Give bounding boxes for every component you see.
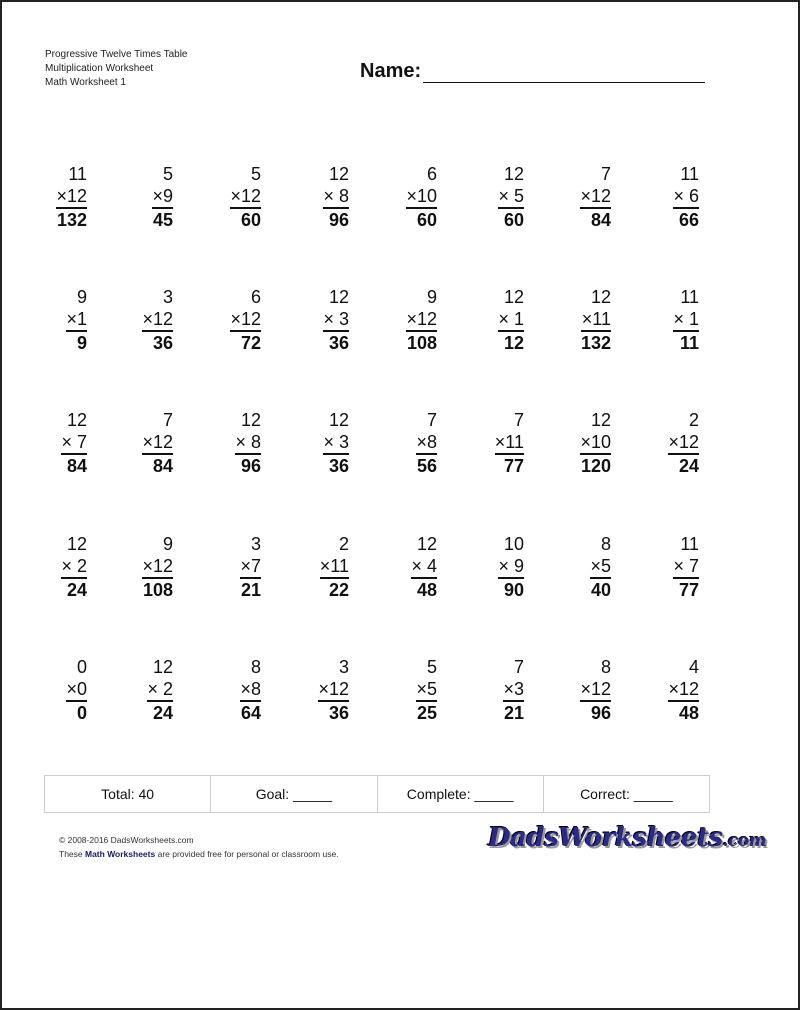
total-cell: Total: 40 [45, 776, 211, 812]
problem-answer: 96 [580, 700, 611, 724]
problem-multiplier: ×9 [152, 186, 173, 206]
problem [411, 533, 437, 601]
problem-multiplier: ×5 [590, 556, 611, 576]
problem-multiplicand: 5 [162, 164, 173, 184]
header-worksheet-number: Math Worksheet 1 [45, 77, 126, 88]
problem-multiplicand: 12 [416, 534, 437, 554]
problem-multiplier: ×11 [581, 309, 611, 329]
problem-answer: 36 [323, 453, 349, 477]
problem-multiplier: ×12 [318, 679, 349, 699]
problem-multiplicand: 11 [68, 164, 87, 184]
problem-multiplier: × 7 [61, 432, 87, 452]
problem-multiplier: ×10 [580, 432, 611, 452]
problem [320, 533, 349, 601]
footer-note [59, 847, 339, 861]
problem [498, 286, 524, 354]
problem-answer: 48 [668, 700, 699, 724]
problem-multiplicand: 12 [152, 657, 173, 677]
problem-answer: 108 [406, 330, 437, 354]
problem-answer: 84 [580, 207, 611, 231]
footer [59, 833, 339, 861]
problem-multiplier: ×12 [406, 309, 437, 329]
problem-multiplicand: 4 [688, 657, 699, 677]
problem-multiplier: × 6 [673, 186, 699, 206]
problem-multiplier: ×12 [668, 679, 699, 699]
problem-answer: 24 [147, 700, 173, 724]
problem-multiplicand: 12 [590, 410, 611, 430]
problem [235, 409, 261, 477]
problem-multiplier: ×8 [416, 432, 437, 452]
problem-multiplier: ×12 [142, 309, 173, 329]
problem-multiplier: ×11 [319, 556, 349, 576]
problem [668, 409, 699, 477]
problem-multiplier: ×8 [240, 679, 261, 699]
problem-answer: 120 [580, 453, 611, 477]
problem-answer: 77 [673, 577, 699, 601]
name-blank-line[interactable] [423, 64, 705, 83]
goal-cell[interactable]: Goal: _____ [211, 776, 377, 812]
worksheet-header [45, 48, 187, 90]
problem [590, 533, 611, 601]
problem-multiplicand: 7 [426, 410, 437, 430]
problem-multiplicand: 9 [162, 534, 173, 554]
problem [503, 656, 524, 724]
header-subtitle: Multiplication Worksheet [45, 63, 154, 74]
problem-answer: 24 [668, 453, 699, 477]
problem-answer: 132 [581, 330, 611, 354]
problem-answer: 12 [498, 330, 524, 354]
problem [580, 656, 611, 724]
problem-multiplicand: 7 [162, 410, 173, 430]
problem-multiplier: × 2 [147, 679, 173, 699]
problem [581, 286, 611, 354]
logo-main: DadsWorksheets [488, 823, 723, 853]
problem-answer: 132 [56, 207, 87, 231]
problem-multiplier: ×5 [416, 679, 437, 699]
problem-multiplicand: 12 [328, 287, 349, 307]
problem-answer: 40 [590, 577, 611, 601]
problem-multiplicand: 8 [250, 657, 261, 677]
problem-multiplicand: 3 [250, 534, 261, 554]
problem-multiplier: × 9 [498, 556, 524, 576]
problem-multiplier: ×7 [240, 556, 261, 576]
problem-multiplicand: 5 [250, 164, 261, 184]
score-summary [44, 775, 710, 813]
footer-note-post: are provided free for personal or classroom use. [155, 849, 339, 859]
problem-multiplier: × 2 [61, 556, 87, 576]
problem [66, 656, 87, 724]
problem-multiplicand: 3 [338, 657, 349, 677]
problem-answer: 36 [318, 700, 349, 724]
problem-multiplicand: 12 [503, 164, 524, 184]
problem [323, 163, 349, 231]
problem [673, 533, 699, 601]
problem-multiplier: ×10 [406, 186, 437, 206]
problem-answer: 64 [240, 700, 261, 724]
problem [152, 163, 173, 231]
problem-answer: 45 [152, 207, 173, 231]
problem [323, 409, 349, 477]
problem [66, 286, 87, 354]
problem-answer: 60 [498, 207, 524, 231]
problem-answer: 84 [142, 453, 173, 477]
problem-answer: 24 [61, 577, 87, 601]
problem-answer: 60 [230, 207, 261, 231]
problem-answer: 60 [406, 207, 437, 231]
problem [240, 533, 261, 601]
problem [495, 409, 524, 477]
problem [318, 656, 349, 724]
problem-multiplicand: 3 [162, 287, 173, 307]
problem [406, 286, 437, 354]
name-field[interactable] [360, 60, 705, 83]
problem-multiplicand: 11 [680, 287, 699, 307]
problem-multiplicand: 12 [503, 287, 524, 307]
problem [498, 533, 524, 601]
problem-multiplicand: 11 [680, 534, 699, 554]
problem-answer: 36 [142, 330, 173, 354]
problem-answer: 66 [673, 207, 699, 231]
problem-multiplier: ×12 [668, 432, 699, 452]
problem [416, 409, 437, 477]
problem-answer: 21 [240, 577, 261, 601]
problem [580, 163, 611, 231]
math-worksheets-link[interactable]: Math Worksheets [85, 849, 156, 859]
problem-answer: 11 [673, 330, 699, 354]
problem [668, 656, 699, 724]
complete-cell[interactable]: Complete: _____ [378, 776, 544, 812]
problem-multiplier: ×11 [494, 432, 524, 452]
problem-answer: 77 [495, 453, 524, 477]
problem-answer: 90 [498, 577, 524, 601]
problem [406, 163, 437, 231]
problem-multiplicand: 9 [426, 287, 437, 307]
problem-multiplicand: 2 [338, 534, 349, 554]
problem-answer: 25 [416, 700, 437, 724]
problem-multiplier: ×12 [580, 186, 611, 206]
footer-note-pre: These [59, 849, 85, 859]
dadsworksheets-logo [488, 823, 766, 853]
problem [240, 656, 261, 724]
problem [673, 163, 699, 231]
problem [498, 163, 524, 231]
problem-answer: 56 [416, 453, 437, 477]
problem [142, 533, 173, 601]
problem-multiplier: ×0 [66, 679, 87, 699]
problem [323, 286, 349, 354]
problem-multiplicand: 7 [513, 410, 524, 430]
problem-answer: 48 [411, 577, 437, 601]
problem-multiplicand: 2 [688, 410, 699, 430]
problem-answer: 22 [320, 577, 349, 601]
problem-multiplier: ×12 [230, 186, 261, 206]
problem-multiplier: × 8 [235, 432, 261, 452]
logo-suffix: .com [722, 831, 767, 851]
problem-multiplicand: 12 [66, 534, 87, 554]
problem-answer: 9 [66, 330, 87, 354]
problem-multiplier: × 1 [673, 309, 699, 329]
problem-multiplier: ×1 [66, 309, 87, 329]
problem-multiplicand: 7 [513, 657, 524, 677]
correct-cell[interactable]: Correct: _____ [580, 786, 673, 802]
problem-answer: 0 [66, 700, 87, 724]
copyright: © 2008-2016 DadsWorksheets.com [59, 835, 194, 845]
problem [147, 656, 173, 724]
problem [230, 163, 261, 231]
problem-multiplicand: 5 [426, 657, 437, 677]
problem [230, 286, 261, 354]
problem-answer: 96 [235, 453, 261, 477]
problem-multiplicand: 6 [426, 164, 437, 184]
problem-multiplier: ×12 [142, 556, 173, 576]
problem-answer: 84 [61, 453, 87, 477]
problem [61, 409, 87, 477]
problem-answer: 36 [323, 330, 349, 354]
problem-multiplicand: 8 [600, 657, 611, 677]
problem-multiplicand: 7 [600, 164, 611, 184]
header-title: Progressive Twelve Times Table [45, 49, 188, 60]
problem-multiplicand: 9 [76, 287, 87, 307]
problem-multiplier: ×12 [580, 679, 611, 699]
name-label: Name: [360, 60, 422, 82]
problem-multiplier: × 3 [323, 309, 349, 329]
problem [142, 286, 173, 354]
problem [142, 409, 173, 477]
problem [673, 286, 699, 354]
problem-answer: 108 [142, 577, 173, 601]
problem-multiplicand: 12 [328, 164, 349, 184]
problem-multiplier: × 8 [323, 186, 349, 206]
problem-multiplicand: 10 [503, 534, 524, 554]
problem [416, 656, 437, 724]
problem-multiplicand: 8 [600, 534, 611, 554]
problem-multiplicand: 12 [66, 410, 87, 430]
problem-multiplicand: 12 [240, 410, 261, 430]
problem [56, 163, 87, 231]
problem-multiplier: × 1 [498, 309, 524, 329]
problem-multiplicand: 6 [250, 287, 261, 307]
problem-multiplier: ×3 [503, 679, 524, 699]
problem-multiplicand: 0 [76, 657, 87, 677]
problem-multiplier: ×12 [230, 309, 261, 329]
problem-multiplier: ×12 [56, 186, 87, 206]
problem-multiplicand: 12 [590, 287, 611, 307]
problem-answer: 96 [323, 207, 349, 231]
problem-multiplicand: 12 [328, 410, 349, 430]
problem-multiplier: × 3 [323, 432, 349, 452]
problem-multiplicand: 11 [680, 164, 699, 184]
problem [61, 533, 87, 601]
problem-answer: 72 [230, 330, 261, 354]
problem-multiplier: × 5 [498, 186, 524, 206]
problem-answer: 21 [503, 700, 524, 724]
problem-multiplier: × 7 [673, 556, 699, 576]
problem [580, 409, 611, 477]
problem-multiplier: × 4 [411, 556, 437, 576]
problem-multiplier: ×12 [142, 432, 173, 452]
